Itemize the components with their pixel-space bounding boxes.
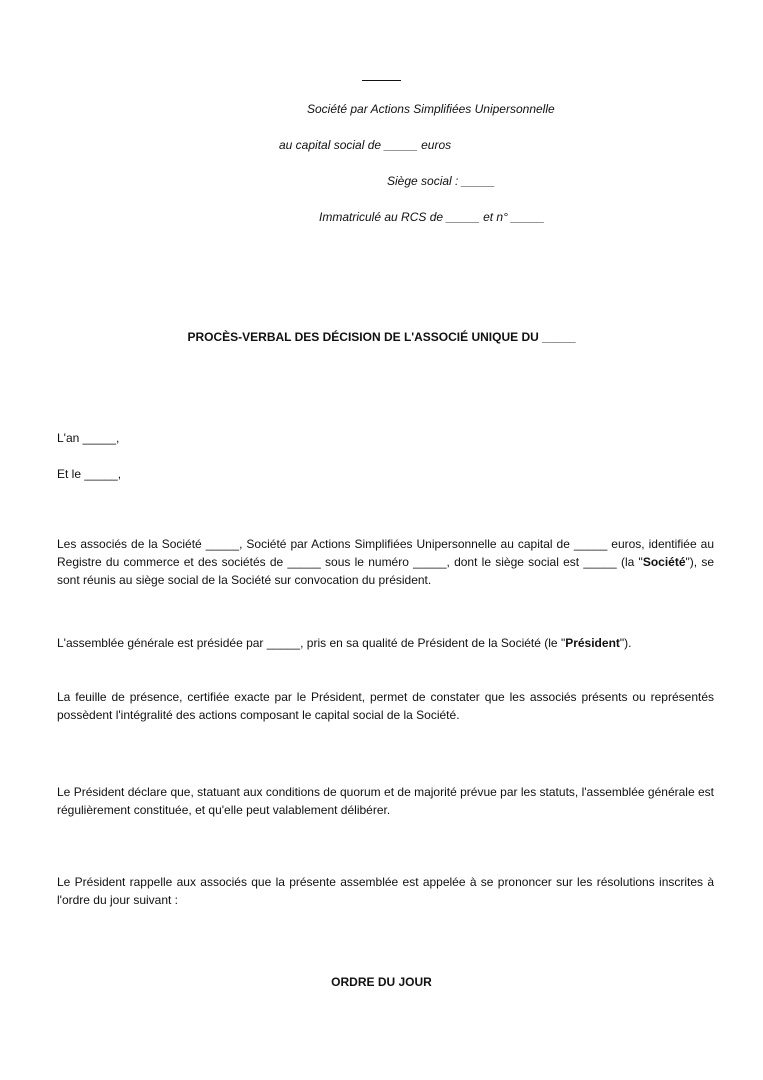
- seat-line: Siège social : _____: [387, 174, 496, 188]
- date-day-line: Et le _____,: [57, 467, 122, 481]
- paragraph-quorum: Le Président déclare que, statuant aux conditions de quorum et de majorité prévue par les statuts, l'assemblée générale est régulièrement constituée, et qu'elle peut valablement délibérer.: [57, 785, 714, 817]
- header-rule: [362, 80, 401, 81]
- company-type-line: Société par Actions Simplifiées Unipersonnelle: [307, 102, 555, 116]
- defined-term-societe: Société: [642, 555, 686, 569]
- paragraph-attendance: La feuille de présence, certifiée exacte par le Président, permet de constater que les associés présents ou représentés possèdent l'intégralité des actions composant le capital social de la Société.: [57, 690, 714, 722]
- paragraph-text: "), se sont réunis au siège social de la Société sur convocation du président.: [57, 555, 715, 587]
- paragraph-text: ").: [619, 636, 632, 650]
- capital-line: au capital social de _____ euros: [279, 138, 452, 152]
- paragraph-text: L'assemblée générale est présidée par _____, pris en sa qualité de Président de la Société (le ": [57, 636, 566, 650]
- registration-line: Immatriculé au RCS de _____ et n° _____: [319, 210, 545, 224]
- paragraph-president: [57, 634, 714, 652]
- paragraph-agenda-intro: Le Président rappelle aux associés que la présente assemblée est appelée à se prononcer sur les résolutions inscrites à l'ordre du jour suivant :: [57, 875, 714, 907]
- date-year-line: L'an _____,: [57, 431, 120, 445]
- paragraph-associates: [57, 535, 714, 589]
- page-title: PROCÈS-VERBAL DES DÉCISION DE L'ASSOCIÉ UNIQUE DU _____: [187, 330, 576, 344]
- agenda-heading: ORDRE DU JOUR: [331, 975, 432, 989]
- defined-term-president: Président: [565, 636, 620, 650]
- paragraph-text: Les associés de la Société _____, Société par Actions Simplifiées Unipersonnelle au capital de _____ euros, identifiée au Registre du commerce et des sociétés de _____ sous le numéro _____, dont le siège social est _____ (la ": [57, 537, 714, 569]
